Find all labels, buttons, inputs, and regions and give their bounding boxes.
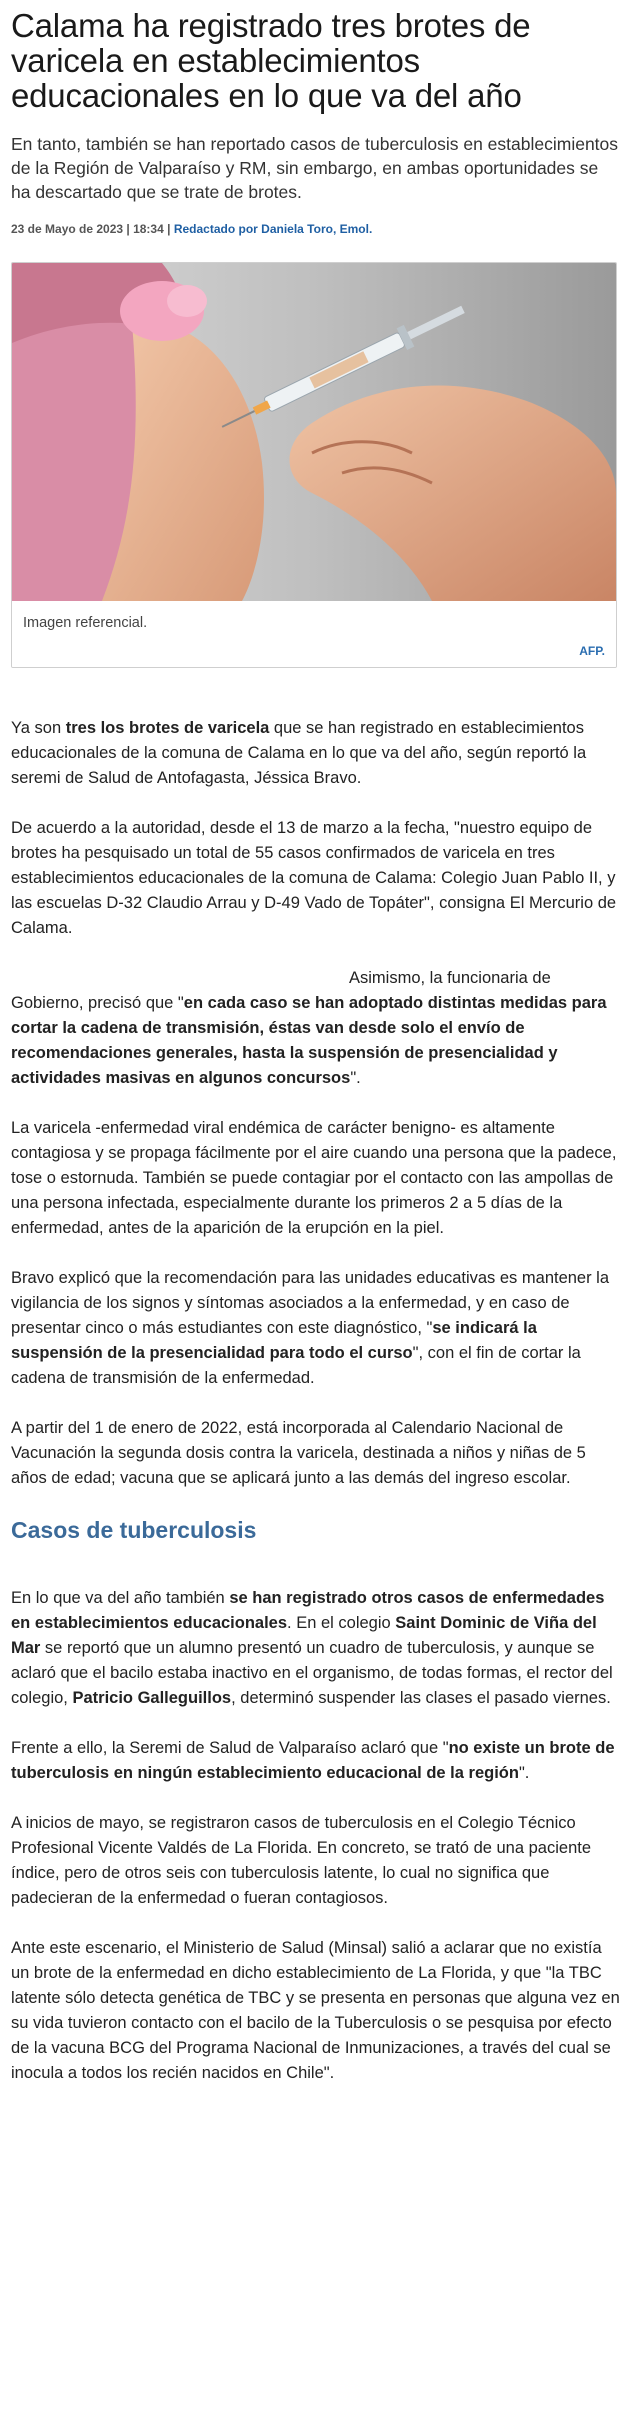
figure-caption xyxy=(12,601,616,667)
paragraph: Ya son tres los brotes de varicela que se han registrado en establecimientos educacionales de la comuna de Calama en lo que va del año, según reportó la seremi de Salud de Antofagasta, Jéssica Bravo. xyxy=(11,719,587,787)
photo-credit: AFP. xyxy=(579,644,605,658)
section-body xyxy=(11,1586,620,2086)
byline xyxy=(11,222,620,236)
paragraph: De acuerdo a la autoridad, desde el 13 de marzo a la fecha, "nuestro equipo de brotes ha pesquisado un total de 55 casos confirmados de varicela en tres establecimientos educacionales de la comuna de Calama: Colegio Juan Pablo II, y las escuelas D-32 Claudio Arrau y D-49 Vado de Topáter", consigna El Mercurio de Calama. xyxy=(11,819,617,937)
caption-text: Imagen referencial. xyxy=(23,615,148,631)
paragraph: A inicios de mayo, se registraron casos de tuberculosis en el Colegio Técnico Profesional Vicente Valdés de La Florida. En concreto, se trató de una paciente índice, pero de otros seis con tuberculosis latente, lo cual no significa que padecieran de la enfermedad o fueran contagiosos. xyxy=(11,1814,592,1907)
article-title: Calama ha registrado tres brotes de varicela en establecimientos educacionales en lo que va del año xyxy=(11,7,531,114)
quote-paragraph: Asimismo, la funcionaria de Gobierno, precisó que "en cada caso se han adoptado distintas medidas para cortar la cadena de transmisión, éstas van desde solo el envío de recomendaciones generales, hasta la suspensión de presencialidad y actividades masivas en algunos concursos". xyxy=(11,966,620,1091)
author-link[interactable]: Redactado por Daniela Toro, Emol. xyxy=(173,222,373,236)
article-subtitle: En tanto, también se han reportado casos de tuberculosis en establecimientos de la Región de Valparaíso y RM, sin embargo, en ambas oportunidades se ha descartado que se trate de brotes. xyxy=(11,134,619,202)
paragraph: Ante este escenario, el Ministerio de Salud (Minsal) salió a aclarar que no existía un brote de la enfermedad en dicho establecimiento de La Florida, y que "la TBC latente sólo detecta genética de TBC y se presenta en personas que alguna vez en su vida tuvieron contacto con el bacilo de la Tuberculosis o se pesquisa por efecto de la vacuna BCG del Programa Nacional de Inmunizaciones, a través del cual se inocula a todos los recién nacidos en Chile". xyxy=(11,1939,620,2082)
section-title: Casos de tuberculosis xyxy=(11,1517,257,1543)
paragraph: En lo que va del año también se han registrado otros casos de enfermedades en establecimientos educacionales. En el colegio Saint Dominic de Viña del Mar se reportó que un alumno presentó un cuadro de tuberculosis, y aunque se aclaró que el bacilo estaba inactivo en el organismo, de todas formas, el rector del colegio, Patricio Galleguillos, determinó suspender las clases el pasado viernes. xyxy=(11,1589,613,1707)
article-figure xyxy=(11,262,617,668)
paragraph: Frente a ello, la Seremi de Salud de Valparaíso aclaró que "no existe un brote de tuberculosis en ningún establecimiento educacional de la región". xyxy=(11,1739,615,1782)
article-body xyxy=(11,716,620,2086)
publish-date: 23 de Mayo de 2023 | 18:34 | xyxy=(11,222,171,236)
paragraph: La varicela -enfermedad viral endémica de carácter benigno- es altamente contagiosa y se propaga fácilmente por el aire cuando una persona que la padece, tose o estornuda. También se puede contagiar por el contacto con las ampollas de una persona infectada, especialmente durante los primeros 2 a 5 días de la enfermedad, antes de la aparición de la erupción en la piel. xyxy=(11,1119,617,1237)
paragraph: A partir del 1 de enero de 2022, está incorporada al Calendario Nacional de Vacunación la segunda dosis contra la varicela, destinada a niños y niñas de 5 años de edad; vacuna que se aplicará junto a las demás del ingreso escolar. xyxy=(11,1419,586,1487)
paragraph: Bravo explicó que la recomendación para las unidades educativas es mantener la vigilancia de los signos y síntomas asociados a la enfermedad, y en caso de presentar cinco o más estudiantes con este diagnóstico, "se indicará la suspensión de la presencialidad para todo el curso", con el fin de cortar la cadena de transmisión de la enfermedad. xyxy=(11,1269,610,1387)
ad-space xyxy=(11,966,349,967)
vaccination-photo[interactable] xyxy=(12,263,616,601)
